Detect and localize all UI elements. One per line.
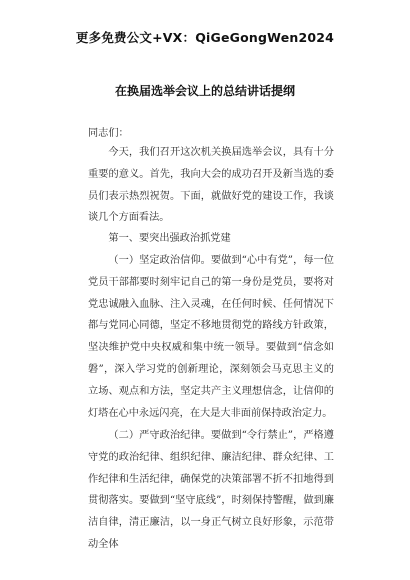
paragraph-intro: 今天，我们召开这次机关换届选举会议，具有十分重要的意义。首先，我向大会的成功召开及新当选的委员们表示热烈祝贺。下面，就做好党的建设工作，我谈谈几个方面看法。 bbox=[88, 147, 334, 224]
paragraph-political-belief: （一）坚定政治信仰。要做到“心中有党”，每一位党员干部都要时刻牢记自己的第一身份是党员，要将对党忠诚融入血脉、注入灵魂，在任何时候、任何情况下都与党同心同德，坚定不移地贯彻党的路线方针政策，坚决维护党中央权威和集中统一领导。要做到“信念如磐”，深入学习党的创新理论，深刻领会马克思主义的立场、观点和方法，坚定共产主义理想信念，让信仰的灯塔在心中永远闪亮，在大是大非面前保持政治定力。 bbox=[88, 255, 334, 419]
promo-header: 更多免费公文+VX：QiGeGongWen2024 bbox=[75, 30, 335, 45]
paragraph-political-discipline: （二）严守政治纪律。要做到“令行禁止”，严格遵守党的政治纪律、组织纪律、廉洁纪律、群众纪律、工作纪律和生活纪律，确保党的决策部署不折不扣地得到贯彻落实。要做到“坚守底线”，时刻保持警醒，做到廉洁自律，清正廉洁，以一身正气树立良好形象，示范带动全体 bbox=[88, 430, 334, 550]
section-heading-1: 第一、要突出强政治抓党建 bbox=[108, 233, 231, 244]
document-title: 在换届选举会议上的总结讲话提纲 bbox=[114, 84, 295, 98]
salutation: 同志们： bbox=[88, 128, 129, 139]
